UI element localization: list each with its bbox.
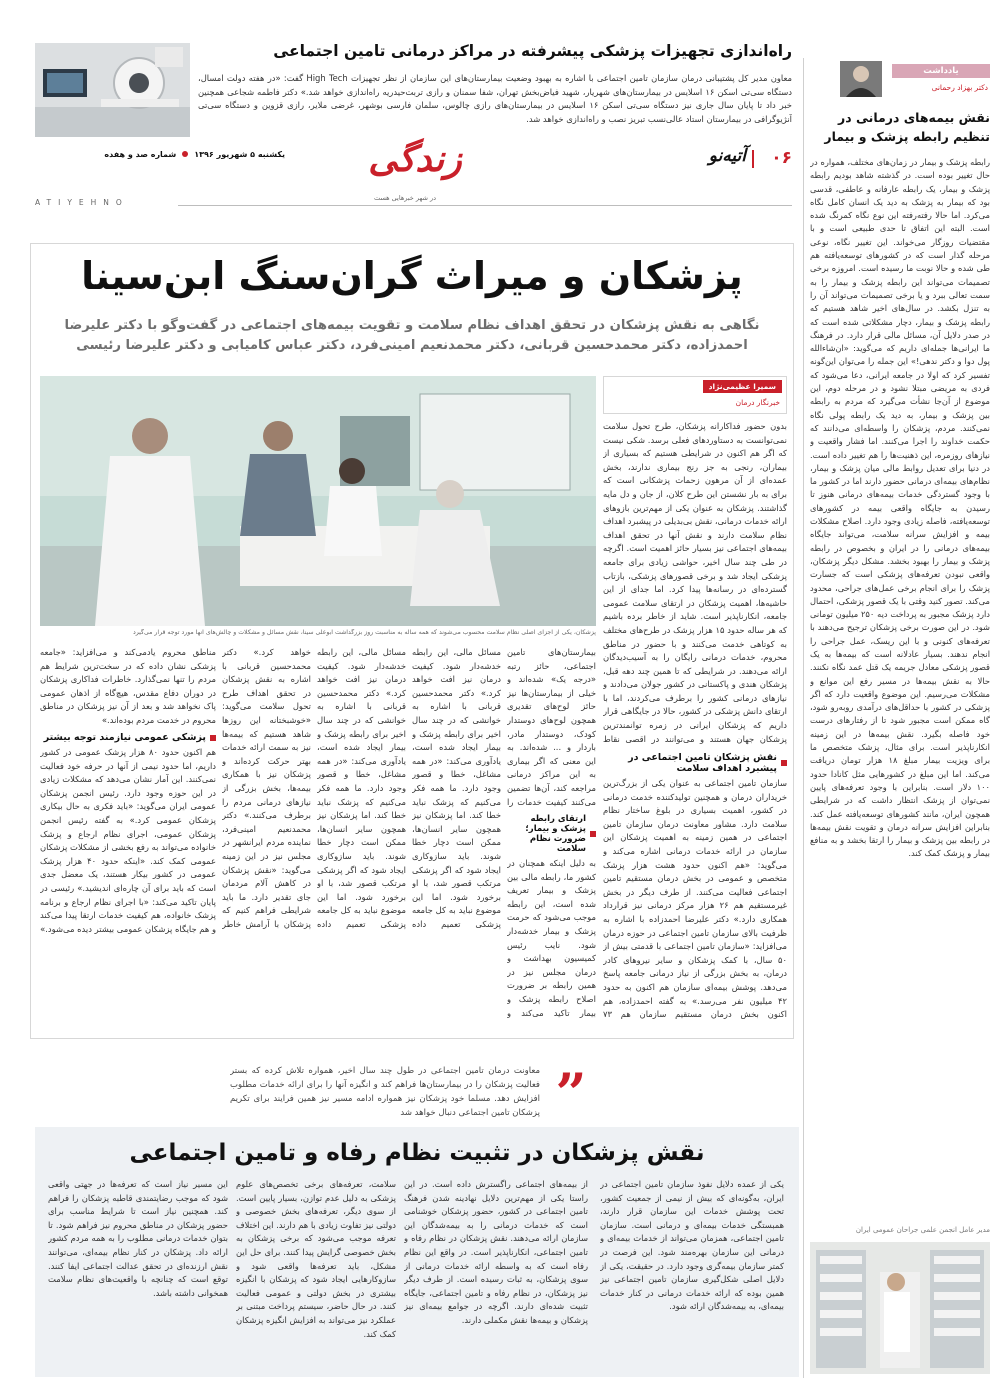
sidebar-column [810,58,990,1378]
pull-quote [230,1060,592,1130]
doctors-consultation-image [40,376,596,626]
col4-body: مسائل مالی، این رابطه خدشه‌دار شود. کیفیت درمان نیز افت خواهد کرد.» دکتر محمدحسین قربانی با اشاره به خوانشی که در چند سال اخیر برای رابطه پزشک و بیمار ایجاد شده است، یادآوری می‌کند: «در همه مشاغل، خطا و قصور وجود دارد. ما همه فکر می‌کنیم که پزشک نباید خطا کند. اما پزشکان نیز همچون سایر انسان‌ها، ممکن است دچار خطا شوند. باید سازوکاری ایجاد شود که اگر پزشکی مرتکب قصور شد، با او برخورد شود. اما این موضوع نباید به کل جامعه پزشکی تعمیم داده [412,647,501,929]
section3-heading [40,732,216,743]
masthead-section-divider [752,150,754,168]
red-square-bullet-icon [781,760,787,766]
main-photo-caption: پزشکان، یکی از اجزای اصلی نظام سلامت محسوب می‌شوند که همه ساله به مناسبت روز بزرگداشت ابوعلی سینا، نقش مسائل و مشکلات و چالش‌های آنها مورد توجه قرار می‌گیرد [132,629,596,636]
col4b-body: مسائل مالی، این رابطه خدشه‌دار شود. کیفیت درمان نیز افت خواهد کرد.» دکتر محمدحسین قربانی با اشاره به خوانشی که در چند سال اخیر برای رابطه پزشک و بیمار ایجاد شده است، یادآوری می‌کند: «در همه مشاغل، خطا و قصور وجود دارد. ما همه فکر می‌کنیم که پزشک نباید خطا کند. اما پزشکان نیز همچون سایر انسان‌ها، ممکن است دچار خطا شوند. باید سازوکاری ایجاد شود که اگر پزشکی مرتکب قصور شد، با او برخورد شود. اما این موضوع نباید به کل جامعه پزشکی تعمیم داده [317,647,406,929]
bottom-col-3: سلامت، تعرفه‌های برخی تخصص‌های علوم پزشکی به دلیل عدم توازن، بسیار پایین است. از سوی دیگر، تعرفه‌های بخش خصوصی و دولتی نیز تفاوت زیادی با هم دارند. این اختلاف تعرفه موجب می‌شود که برخی پزشکان به بخش خصوصی گرایش پیدا کنند. برای حل این مشکل، باید تعرفه‌ها واقعی شود و سازوکارهایی ایجاد شود که پزشکان با انگیزه بیشتری در بخش دولتی و عمومی فعالیت کنند. در حال حاضر، سیستم پرداخت مبتنی بر عملکرد نیز می‌تواند به افزایش انگیزه پزشکان کمک کند. [236,1179,396,1339]
main-subtitle: نگاهی به نقش پزشکان در تحقق اهداف نظام سلامت و تقویت بیمه‌های اجتماعی در گفت‌وگو با دکتر علیرضا احمدزاده، دکتر محمدحسین قربانی، دکتر محمدنعیم امینی‌فرد، دکتر عباس کامیابی و دکتر علیرضا رئیسی [64,318,760,353]
article-column-5 [222,646,311,1022]
masthead-tagline: در شهر خبرهایی هست [373,194,437,202]
top-news-body: معاون مدیر کل پشتیبانی درمان سازمان تامین اجتماعی با اشاره به بهبود وضعیت بیمارستان‌های این سازمان از نظر تجهیزات High Tech گفت: «در هفته دولت امسال، دستگاه سی‌تی اسکن ۱۶ اسلایس در بیمارستان‌های شهریار، شهید فیاض‌بخش تهران، شفا سمنان و رازی تربت‌حیدریه راه‌اندازی خواهد شد.» دکتر فاطمه شجاعی همچنین خبر داد تا پایان سال جاری نیز دستگاه سی‌تی اسکن ۱۶ اسلایس در بیمارستان‌های رازی چالوس، سلمان فارسی بوشهر، غرضی ملایر، رازی قزوین و دستگاه سی‌تی آنژیوگرافی در بیمارستان استاد عالی‌نسب تبریز نصب و راه‌اندازی خواهد شد. [198,73,792,124]
article-column-4 [317,646,406,1022]
red-square-bullet-icon [210,735,216,741]
main-intro: بدون حضور فداکارانه پزشکان، طرح تحول سلامت نمی‌توانست به دستاوردهای فعلی برسد. شکی نیست که اگر هم اکنون در شرایطی هستیم که بسیاری از بیماران، رنجی به جز رنج بیماری ندارند، بخش عمده‌ای از آن مرهون زحمات پزشکانی است که برای به بار نشستن این طرح کلان، از جان و دل مایه گذاشتند. پزشکان به عنوان یکی از مهم‌ترین بازوهای ارائه خدمات درمانی، نقش بی‌بدیلی در پیشبرد اهداف نظام سلامت دارند و نقش آنها در تحقق اهداف بیمه‌های اجتماعی نیز بسیار حائز اهمیت است. اگرچه در طی چند سال اخیر، حواشی زیادی برای جامعه پزشکی ایجاد شد و برخی قصورهای پزشکی، بازتاب گسترده‌ای در رسانه‌ها پیدا کرد. اما جدای از این حاشیه‌ها، اهمیت پزشکان در ارتقای سلامت عمومی جامعه، انکارناپذیر است. شاید از خاطر برده باشیم که هر ساله حدود ۱۵ هزار پزشک در طرح‌های مختلف به کوتاهی خدمت می‌کنند و با حضور در مناطق محروم، خدمات درمانی رایگان را به آسیب‌دیدگان ارائه می‌دهند. در شرایطی که تا همین چند دهه قبل، پزشکان هندی و پاکستانی در کشور جولان می‌دادند و نیازهای درمانی کشور را برطرف می‌کردند، اما با ارتقای دانش پزشکی در کشور، حالا در جایگاهی قرار داریم که پزشکان ایرانی در زمره توانمندترین پزشکان جهان هستند و می‌توانند در اقصی نقاط [603,421,787,744]
article-column-3 [412,646,501,1022]
reporter-box [603,376,787,414]
red-dot-icon [182,151,188,157]
sidebar-body: رابطه پزشک و بیمار در زمان‌های مختلف، همواره در حال تغییر بوده است. در گذشته شاهد بودیم رابطه پزشک و بیمار، یک رابطه عارفانه و عاطفی، قدسی بود که بیمار به پزشک به دید یک انسان کامل نگاه می‌کرد. اما حالا رفته‌رفته این نوع نگاه کمرنگ شده است. البته این اتفاق تا حدی طبیعی است و با مقتضیات روزگار می‌خواند. این تغییر نگاه، نوعی مرحله گذار است که در کشورهای توسعه‌یافته هم طی شده و حالا نوبت ما رسیده است. امروزه برخی تصمیمات می‌تواند این رابطه پزشک و بیمار را به سمت تعالی ببرد و یا برخی تصمیمات می‌تواند آن را به تنزل بکشد. در سال‌های اخیر شاهد هستیم که رابطه پزشک و بیمار، دچار مشکلاتی شده است که در صدر دلایل آن، مسائل مالی قرار دارد. در فرهنگ ما ایرانی‌ها جمله‌ای داریم که می‌گوید: «ان‌شاءالله پول دوا و دکتر ندهی!» این جمله را می‌توان این‌گونه تفسیر کرد که اولا در جامعه ایرانی، دعا می‌شود که فردی به مریضی مبتلا نشود و در مرحله دوم، این موضوع از آن‌جا نشأت می‌گیرد که مردم به رابطه بین پزشک و بیمار، به دید یک رابطه پولی نگاه نمی‌کنند. مردم، پزشکان را واسطه‌ای می‌دانند که حکمت خداوند را اجرا می‌کنند. اما فشار واقعیت و نیازهای روزمره، این ذهنیت‌ها را هم تغییر داده است. در دنیا برای تعدیل روابط مالی میان پزشک و بیمار، نظام‌های بیمه‌ای درمانی حضور دارند اما در کشور ما با وجود گستردگی خدمات بیمه‌های درمانی هنوز تا رسیدن به جایگاه واقعی بیمه در کشورهای توسعه‌یافته، فاصله زیادی وجود دارد. اصلاح مشکلات بیمه و افزایش سرانه سلامت، می‌تواند جایگاه بیمه‌های درمانی را در ایران و بخصوص در رابطه پزشک و بیمار را بهبود بخشد. مشکل دیگر پزشکان، واقعی نبودن تعرفه‌های پزشکی است که جسارت پزشک را برای انجام برخی عمل‌های جراحی، محدود می‌کند. تصور کنید وقتی با یک قصور پزشکی، احتمال دارد پزشک مجبور به پرداخت دیه ۲۵۰ میلیون تومانی شود. در این صورت برخی پزشکان ترجیح می‌دهند با تعرفه‌های کنونی و با این ریسک، عمل جراحی را انجام ندهند. بسیار عادلانه است که بیمه‌ها به یک قصور پزشکی معادل جریمه یک قتل عمد نگاه نکنند. حالا به نقش بیمه‌ها در مسیر رفع این موانع و مشکلات می‌رسیم. این موضوع واقعیت دارد که اگر پزشکی در کشور با حداقل‌های درآمدی روبه‌رو شود، گاه ممکن است مجبور شود تا از رفتارهای درست خود فاصله بگیرد. نقش بیمه‌ها در این زمینه انکارناپذیر است. برای مثال، پزشک متخصص ما برای ویزیت بیمار مبلغ ۱۸ هزار تومان دریافت می‌کند. اما این مبلغ در کشورهایی مثل کانادا حدود ۱۰۰ دلار است. بنابراین با وجود تعرفه‌های پایین نمی‌توان از پزشک انتظار داشت که در شرایطی همچون ایران، مانند کشورهای توسعه‌یافته عمل کند. بنابراین افزایش سرانه درمان و تقویت نقش بیمه‌ها در رابطه بین پزشک و بیمار را ارتقا بخشد و به منافع بیمار و پزشک کمک کند. [810,157,990,859]
sidebar-kicker [892,64,990,78]
section2-heading [507,814,596,854]
top-news-photo [35,43,190,137]
masthead-logo: زندگی [368,138,462,180]
quote-text: معاونت درمان تامین اجتماعی در طول چند سال اخیر، همواره تلاش کرده که بستر فعالیت پزشکان را در بیمارستان‌ها فراهم کند و انگیزه آنها را برای ارائه خدمات مطلوب افزایش دهد. مسلما خود پزشکان نیز همواره ادامه مسیر نیز همین فرایند برای تکریم پزشکان تامین اجتماعی دنبال خواهد شد [230,1066,540,1118]
section3-body: هم اکنون حدود ۸۰ هزار پزشک عمومی در کشور داریم، اما حدود نیمی از آنها در حرفه خود فعالیت نمی‌کنند. این آمار نشان می‌دهد که مشکلات زیادی در این حوزه وجود دارد. رئیس انجمن پزشکان عمومی ایران می‌گوید: «باید فکری به حال بیکاری پزشکان عمومی کرد.» به گفته رئیس انجمن پزشکان عمومی، اجرای نظام ارجاع و پزشک خانواده می‌تواند به رفع بخشی از مشکلات پزشکان عمومی کمک کند. «اینکه حدود ۴۰ هزار پزشک عمومی در کشور بیکار هستند، یک معضل جدی است که باید برای آن چاره‌ای اندیشید.» رئیسی در پایان تاکید می‌کند: «با اجرای نظام ارجاع و برنامه پزشک خانواده، هم کیفیت خدمات ارتقا پیدا می‌کند و هم جایگاه پزشکان عمومی بیشتر دیده می‌شود.» [40,747,216,934]
article-column-2 [507,646,596,1022]
ct-scanner-image [35,43,190,137]
bottom-headline: نقش پزشکان در تثبیت نظام رفاه و تامین اجتماعی [129,1140,705,1166]
main-headline: پزشکان و میراث گران‌سنگ ابن‌سینا [81,254,743,298]
sidebar-author-photo [840,61,882,97]
article-column-1 [603,420,787,1022]
masthead-page-number: ۰۶ [771,148,792,168]
col3-body: بیمارستان‌های تامین اجتماعی، حائز رتبه «درجه یک» شده‌اند و خیلی از بیمارستان‌ها نیز حائز لوح‌های تقدیری همچون لوح‌های دوستدار کودک، دوستدار مادر، باردار و ... شده‌اند. به این معنی که اگر بیماری به این مراکز درمانی مراجعه کند، آن‌ها تضمین می‌کنند کیفیت خدمات را [507,647,596,807]
section2-title: ارتقای رابطه پزشک و بیمار؛ ضرورت نظام سلامت [525,814,586,854]
masthead-rule [178,205,792,206]
masthead-date-bar [35,147,285,161]
sidebar-author: دکتر بهزاد رحمانی [931,83,988,92]
top-news-headline: راه‌اندازی تجهیزات پزشکی پیشرفته در مراکز درمانی تامین اجتماعی [273,42,792,60]
sidebar-headline: نقش بیمه‌های درمانی در تنظیم رابطه پزشک و بیمار [824,110,990,144]
bottom-col-2: از بیمه‌های اجتماعی راگسترش داده است. در این راستا یکی از مهم‌ترین دلایل نهادینه شدن فرهنگ تامین اجتماعی در کشور، حضور پزشکان خوشنامی است که خدمات درمانی را به بیمه‌شدگان این سازمان ارائه می‌دهند. نقش پزشکان در نظام رفاه و تامین اجتماعی، انکارناپذیر است. در واقع این نظام رفاه است که به واسطه ارائه خدمات درمانی از سوی پزشکان، به ثبات رسیده است. از طرف دیگر نیز پزشکان، در نظام رفاه و تامین اجتماعی، جایگاه تثبیت شده‌ای دارند. اگرچه در جوامع بیمه‌ای نیز پزشکان و بیمه‌ها نقش مکملی دارند. [404,1179,588,1325]
masthead-section: آتیه‌نو [708,146,746,166]
main-photo [40,376,596,626]
section2-body: به دلیل اینکه همچنان در کشور ما، رابطه مالی بین پزشک و بیمار تعریف شده است، این رابطه موجب می‌شود که حرمت پزشک و بیمار خدشه‌دار شود. نایب رئیس کمیسیون بهداشت و درمان مجلس نیز در همین رابطه بر ضرورت اصلاح رابطه پزشک و بیمار تاکید می‌کند و [507,858,596,1018]
article-column-6 [40,646,216,1022]
sidebar-divider [803,58,804,1378]
col6-body: مناطق محروم یادمی‌کند و می‌افزاید: «جامعه پزشکی نشان داده که در سخت‌ترین شرایط هم مردم را تنها نمی‌گذارد. خاطرات فداکاری پزشکان در دوران دفاع مقدس، هیچ‌گاه از اذهان عمومی پاک نخواهد شد و بعد از آن نیز پزشکان در مناطق محروم در خدمت مردم بوده‌اند.» [40,647,216,725]
masthead-issue: شماره صد و هفده [104,149,177,159]
sidebar-caption: مدیر عامل انجمن علمی جراحان عمومی ایران [855,1226,990,1234]
sidebar-kicker-text: یادداشت [923,66,959,76]
section1-title: نقش پزشکان تامین اجتماعی در پیشبرد اهداف سلامت [628,752,777,774]
red-square-bullet-icon [590,831,596,837]
pharmacy-shelves-image [810,1242,990,1374]
reporter-name: سمیرا عظیمی‌نژاد [708,382,776,391]
reporter-role: خبرنگار درمان [735,398,780,407]
col5-body: خواهد کرد.» دکتر محمدحسین قربانی با اشاره به نقش پزشکان در تحقق اهداف طرح تحول سلامت می‌گوید: «خوشبختانه این روزها شاهد هستیم که بیمه‌ها نیز به سمت ارائه خدمات بهتر حرکت کرده‌اند و پزشکان نیز با همکاری بیمه‌ها، بخش بزرگی از نیازهای درمانی مردم را برطرف می‌کنند.» دکتر محمدنعیم امینی‌فرد، نماینده مردم ایرانشهر در مجلس نیز در این زمینه می‌گوید: «نقش پزشکان در کاهش آلام مردمان جای تقدیر دارد. ما باید شرایطی فراهم کنیم که پزشکان با آرامش خاطر [222,647,311,929]
masthead-date: یکشنبه ۵ شهریور ۱۳۹۶ [194,149,285,159]
section1-body: سازمان تامین اجتماعی به عنوان یکی از بزرگ‌ترین خریداران درمان و همچنین تولیدکننده خدمت درمانی در کشور، اهمیت بسیاری در بلوغ ساختار نظام سلامت دارد. مشاور معاونت درمان سازمان تامین اجتماعی در همین زمینه به اهمیت پزشکان این سازمان در ارائه خدمات درمانی اشاره می‌کند و می‌گوید: «هم اکنون حدود هشت هزار پزشک متخصص و عمومی در بخش درمان مستقیم تامین اجتماعی فعالیت می‌کنند. از طرف دیگر در بخش غیرمستقیم هم ۲۶ هزار مرکز درمانی نیز قرارداد همکاری دارد.» دکتر علیرضا احمدزاده با اشاره به ظرفیت بالای سازمان تامین اجتماعی در حوزه درمان می‌افزاید: «سازمان تامین اجتماعی با قدمتی بیش از ۵۰ سال، با کمک پزشکان و سایر نیروهای کادر درمان، به بخش بزرگی از نیاز درمانی جامعه پاسخ می‌دهد. پوشش بیمه‌ای سازمان هم اکنون به حدود ۴۲ میلیون نفر می‌رسد.» به گفته احمدزاده، هم اکنون بخش درمان مستقیم سازمان هم ۷۳ [603,778,787,1020]
person-icon [840,61,882,97]
bottom-col-4: این مسیر نیاز است که تعرفه‌ها در جهتی واقعی شود که موجب رضایتمندی قاطبه پزشکان را فراهم کند. همچنین نیاز است تا شرایط مناسب برای حضور پزشکان در مناطق محروم نیز فراهم شود. تا بتوان خدمات درمانی مطلوب را به همه مردم کشور ارائه داد. پزشکان در کنار نظام بیمه‌ای، می‌توانند نقش ارزنده‌ای در تحقق عدالت اجتماعی ایفا کنند. توقع است که چنانچه با واقعیت‌های نظام سلامت همخوانی داشته باشد. [48,1179,228,1298]
masthead-latin: ATIYEHNO [35,198,129,207]
section1-heading [603,752,787,774]
sidebar-pharmacy-photo [810,1242,990,1374]
bottom-col-1: یکی از عمده دلایل نفوذ سازمان تامین اجتماعی در ایران، به‌گونه‌ای که بیش از نیمی از جمعیت کشور، تحت پوشش خدمات این سازمان قرار دارند، همبستگی خدمات بیمه‌ای و درمانی است. سازمان تامین اجتماعی، همزمان می‌تواند از خدمات بیمه‌ای و درمانی این سازمان بهره‌مند شود. این فرصت در کمتر سازمان بیمه‌گری وجود دارد. در حقیقت، یکی از دلایل اصلی شکل‌گیری سازمان تامین اجتماعی نیز همین بوده که ارائه خدمات درمانی در کنار خدمات بیمه‌ای، به بیمه‌شدگان ارائه شود. [600,1179,784,1312]
reporter-name-tag [703,380,782,393]
quote-mark-icon: ” [555,1061,587,1125]
section3-title: پزشکی عمومی نیازمند توجه بیشتر [43,732,206,743]
